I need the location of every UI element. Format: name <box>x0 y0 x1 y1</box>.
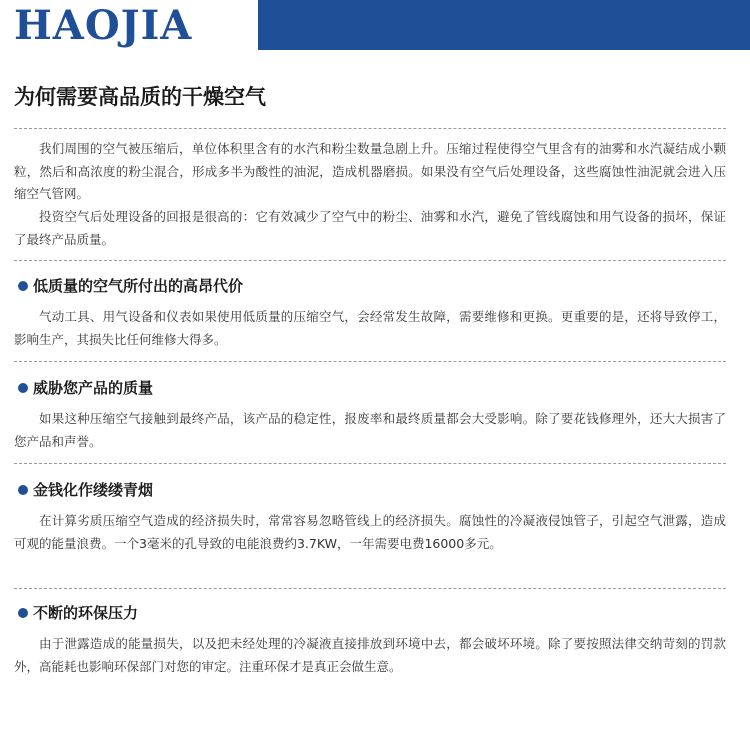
section-body-quality: 如果这种压缩空气接触到最终产品，该产品的稳定性，报废率和最终质量都会大受影响。除了要花钱修理外，还大大损害了您产品和声誉。 <box>14 411 726 449</box>
brand-logo: HAOJIA <box>14 2 193 49</box>
header-color-bar <box>258 0 750 50</box>
section-body-environment: 由于泄露造成的能量损失，以及把未经处理的冷凝液直接排放到环境中去，都会破坏环境。除了要按照法律交纳苛刻的罚款外，高能耗也影响环保部门对您的审定。注重环保才是真正会做生意。 <box>14 636 726 674</box>
section-title-quality <box>18 376 153 400</box>
bullet-icon <box>18 485 28 495</box>
section-title-text: 低质量的空气所付出的高昂代价 <box>33 277 244 295</box>
intro-paragraph-2: 投资空气后处理设备的回报是很高的：它有效减少了空气中的粉尘、油雾和水汽，避免了管线腐蚀和用气设备的损坏，保证了最终产品质量。 <box>14 209 726 247</box>
divider <box>14 260 726 261</box>
divider <box>14 588 726 589</box>
page-header <box>0 0 750 52</box>
section-body-cost: 气动工具、用气设备和仪表如果使用低质量的压缩空气，会经常发生故障，需要维修和更换。更重要的是，还将导致停工，影响生产，其损失比任何维修大得多。 <box>14 309 726 347</box>
section-title-text: 金钱化作缕缕青烟 <box>33 481 154 499</box>
section-title-cost <box>18 274 243 298</box>
bullet-icon <box>18 608 28 618</box>
section-body-money: 在计算劣质压缩空气造成的经济损失时，常常容易忽略管线上的经济损失。腐蚀性的冷凝液侵蚀管子，引起空气泄露，造成可观的能量浪费。一个3毫米的孔导致的电能浪费约3.7KW，一年需要电费16000多元。 <box>14 513 726 551</box>
section-title-text: 不断的环保压力 <box>33 604 139 622</box>
divider <box>14 128 726 129</box>
section-title-money <box>18 478 153 502</box>
page-title: 为何需要高品质的干燥空气 <box>14 85 266 109</box>
divider <box>14 361 726 362</box>
section-title-environment <box>18 601 138 625</box>
bullet-icon <box>18 383 28 393</box>
divider <box>14 463 726 464</box>
bullet-icon <box>18 281 28 291</box>
section-title-text: 威胁您产品的质量 <box>33 379 154 397</box>
intro-paragraph-1: 我们周围的空气被压缩后，单位体积里含有的水汽和粉尘数量急剧上升。压缩过程使得空气里含有的油雾和水汽凝结成小颗粒，然后和高浓度的粉尘混合，形成多半为酸性的油泥，造成机器磨损。如果没有空气后处理设备，这些腐蚀性油泥就会进入压缩空气管网。 <box>14 141 726 201</box>
